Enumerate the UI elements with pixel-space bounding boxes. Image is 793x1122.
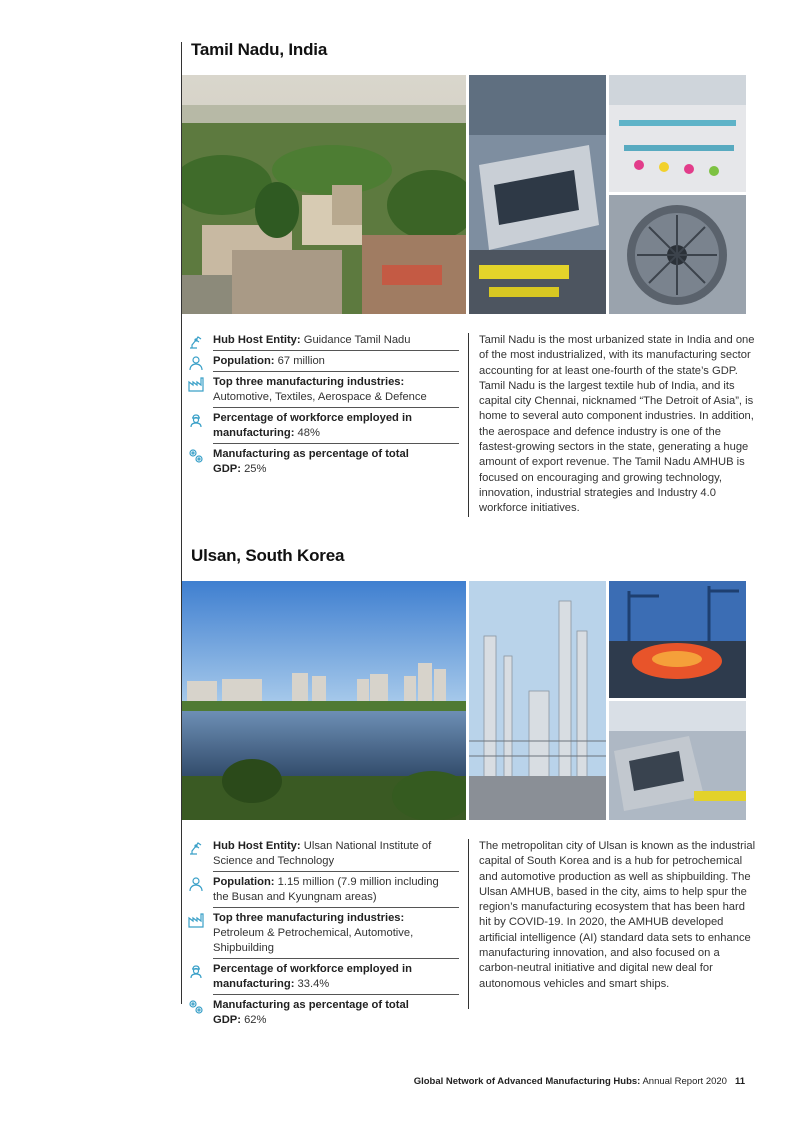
fact-label: Population: [213, 876, 275, 888]
fact-value: Guidance Tamil Nadu [300, 334, 411, 346]
fact-hub-host-entity [187, 839, 459, 872]
page-number: 11 [734, 1076, 745, 1087]
fact-value: 25% [240, 463, 267, 475]
factory-icon [188, 912, 204, 928]
fact-value-line2: Science and Technology [213, 855, 335, 867]
fact-label: Top three manufacturing industries: [213, 376, 405, 388]
person-icon [188, 355, 204, 371]
factory-icon [188, 376, 204, 392]
fact-value: 48% [294, 427, 320, 439]
fact-value: 33.4% [294, 978, 330, 990]
key-facts-ulsan [187, 839, 459, 1033]
footer-report-title: Global Network of Advanced Manufacturing Hubs: [413, 1076, 641, 1087]
photo-chennai-cityscape [182, 75, 466, 314]
fact-gdp-percentage [187, 447, 459, 479]
photo-car-assembly-line [469, 75, 606, 314]
robot-arm-icon [188, 334, 204, 350]
fact-label: Percentage of workforce employed in [213, 412, 412, 424]
fact-value: Petroleum & Petrochemical, Automotive, Shipbuilding [213, 927, 414, 954]
fact-gdp-percentage [187, 998, 459, 1030]
fact-value: 67 million [274, 355, 325, 367]
fact-value: Ulsan National Institute of [300, 840, 432, 852]
page-footer [414, 1076, 745, 1087]
photo-shipyard [609, 581, 746, 698]
fact-hub-host-entity [187, 333, 459, 351]
fact-workforce-percentage [187, 411, 459, 444]
fact-top-industries [187, 911, 459, 959]
description-tamil-nadu: Tamil Nadu is the most urbanized state in India and one of the most industrialized, with its manufacturing sector accounting for at least one-fourth of the state’s GDP. Tamil Nadu is the largest textile hub of India, and its capital city Chennai, nicknamed “The Detroit of Asia”, is home to several auto component industries. In addition, the aerospace and defence industry is one of the fastest-growing sectors in the state, generating a huge amount of export revenue. The Tamil Nadu AMHUB is focused on encouraging and growing technology, innovation, industrial strategies and Industry 4.0 workforce initiatives. [468, 333, 757, 517]
photo-petrochemical-plant [469, 581, 606, 820]
fact-label: Percentage of workforce employed in [213, 963, 412, 975]
person-icon [188, 876, 204, 892]
footer-report-subtitle: Annual Report 2020 [640, 1076, 727, 1087]
robot-arm-icon [188, 840, 204, 856]
fact-label: Hub Host Entity: [213, 840, 301, 852]
fact-workforce-percentage [187, 962, 459, 995]
fact-label-line2: GDP: [213, 1014, 241, 1026]
photo-car-body-line [609, 701, 746, 820]
fact-label: Manufacturing as percentage of total [213, 448, 409, 460]
worker-icon [188, 963, 204, 979]
fact-label: Manufacturing as percentage of total [213, 999, 409, 1011]
fact-label-line2: GDP: [213, 463, 241, 475]
fact-label-line2: manufacturing: [213, 978, 295, 990]
fact-label: Hub Host Entity: [213, 334, 301, 346]
gears-icon [188, 448, 204, 464]
worker-icon [188, 412, 204, 428]
section-title-tamil-nadu: Tamil Nadu, India [191, 40, 328, 59]
photo-ulsan-river-skyline [182, 581, 466, 820]
section-title-ulsan: Ulsan, South Korea [191, 546, 345, 565]
photo-textile-machines [609, 75, 746, 192]
fact-value: Automotive, Textiles, Aerospace & Defence [213, 391, 427, 403]
fact-population [187, 875, 459, 908]
key-facts-tamil-nadu [187, 333, 459, 482]
gears-icon [188, 999, 204, 1015]
description-ulsan: The metropolitan city of Ulsan is known as the industrial capital of South Korea and is a hub for petrochemical and automotive production as well as shipbuilding. The Ulsan AMHUB, based in the city, aims to help spur the region’s manufacturing ecosystem that has been hard hit by COVID-19. In 2020, the AMHUB developed artificial intelligence (AI) standard data sets to enhance manufacturing innovation, and also focused on a carbon-neutral initiative and digital new deal for autonomous vehicles and smart ships. [468, 839, 757, 1009]
fact-value-line2: the Busan and Kyungnam areas) [213, 891, 377, 903]
fact-label: Population: [213, 355, 275, 367]
fact-value: 62% [240, 1014, 267, 1026]
fact-label: Top three manufacturing industries: [213, 912, 405, 924]
fact-population [187, 354, 459, 372]
fact-top-industries [187, 375, 459, 408]
photo-jet-engine [609, 195, 746, 314]
fact-label-line2: manufacturing: [213, 427, 295, 439]
fact-value: 1.15 million (7.9 million including [274, 876, 439, 888]
